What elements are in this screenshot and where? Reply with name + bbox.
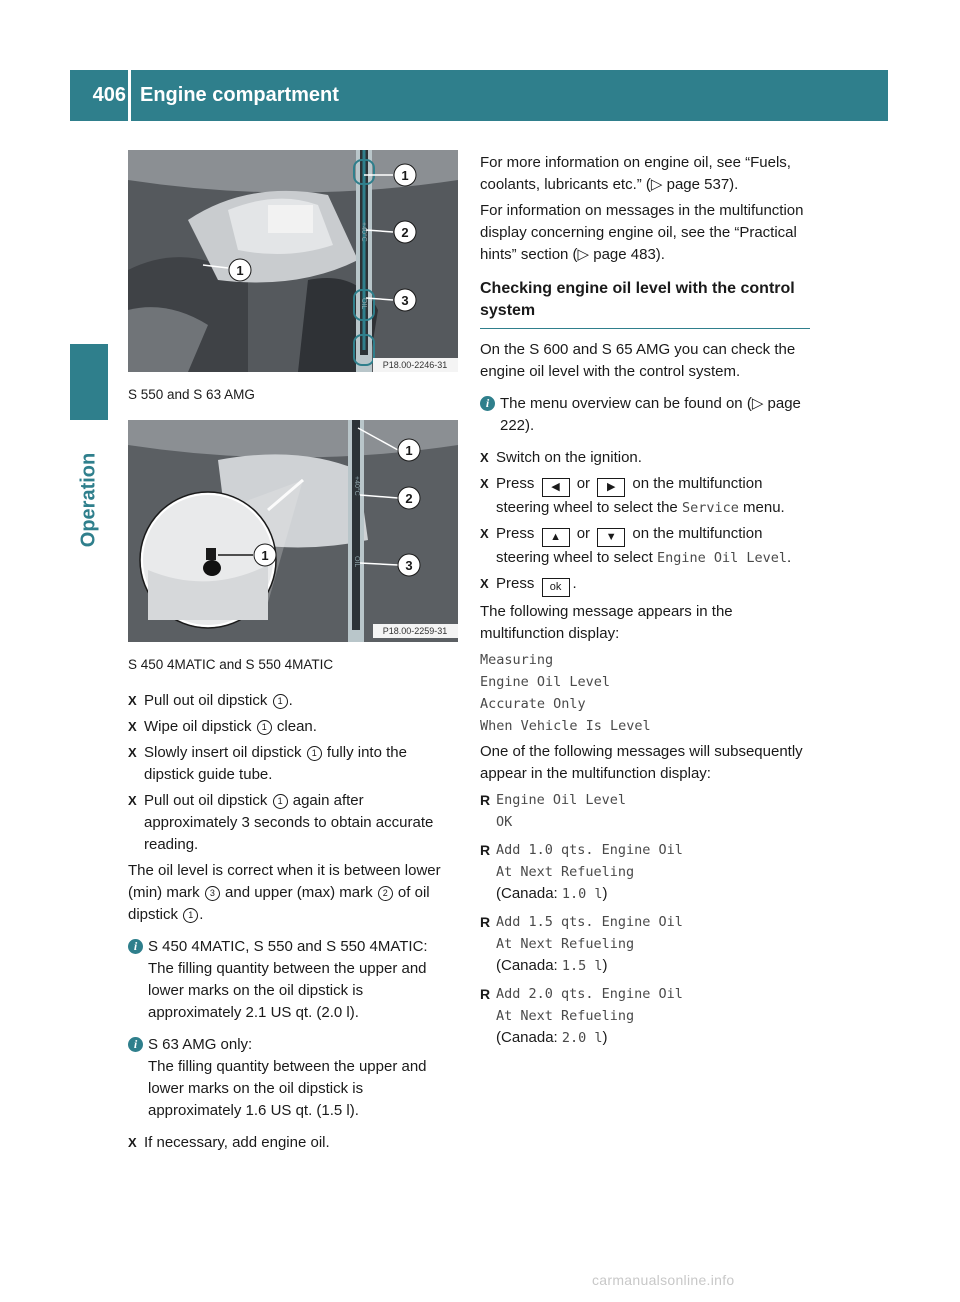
step-text: or [576, 525, 591, 542]
step-text: Switch on the ignition. [496, 449, 642, 466]
callout-1b: 1 [401, 168, 409, 183]
down-arrow-key-icon: ▼ [597, 528, 625, 547]
footer-watermark: carmanualsonline.info [592, 1272, 735, 1288]
info-note-1 [128, 936, 460, 1024]
engine-photo-1 [128, 150, 458, 372]
callout-ref: 1 [273, 694, 288, 709]
callout-6: 2 [405, 491, 413, 506]
side-tab [70, 344, 108, 420]
info-text: The menu overview can be found on (▷ page 222). [500, 395, 801, 434]
engine-illustration-1 [128, 150, 458, 372]
left-step-1 [128, 690, 460, 712]
message-intro-2: One of the following messages will subsequently appear in the multifunction display: [480, 743, 803, 782]
figure-code-1: P18.00-2246-31 [382, 360, 448, 370]
callout-ref: 1 [183, 908, 198, 923]
callout-1: 1 [236, 263, 244, 278]
display-line: Add 2.0 qts. Engine Oil [496, 986, 683, 1002]
info-icon: i [480, 396, 495, 411]
step-marker-icon: X [128, 693, 137, 708]
left-step-2 [128, 716, 460, 738]
side-tab-label: Operation [77, 452, 100, 548]
info-title: S 450 4MATIC, S 550 and S 550 4MATIC: [148, 938, 428, 955]
callout-ref: 1 [257, 720, 272, 735]
display-line: Engine Oil Level [480, 674, 611, 690]
display-line: When Vehicle Is Level [480, 718, 651, 734]
canada-value: 1.5 l [561, 958, 603, 974]
display-line: Add 1.0 qts. Engine Oil [496, 842, 683, 858]
step-marker-icon: X [128, 1135, 137, 1150]
display-line: Add 1.5 qts. Engine Oil [496, 914, 683, 930]
callout-3: 3 [401, 293, 409, 308]
info-note-2 [128, 1034, 460, 1122]
display-line: Measuring [480, 652, 554, 668]
step-text: Wipe oil dipstick [144, 718, 252, 735]
canada-end: ) [602, 1029, 608, 1046]
canada-note [496, 1027, 810, 1049]
canada-end: ) [602, 957, 608, 974]
message-option-4 [480, 983, 810, 1049]
message-option-3 [480, 911, 810, 977]
figure-code-2: P18.00-2259-31 [382, 626, 448, 636]
side-tab-label-wrap [72, 430, 106, 570]
callout-2: 2 [401, 225, 409, 240]
step-text-end: . [288, 692, 293, 709]
left-column [128, 150, 460, 1158]
step-text: or [576, 475, 591, 492]
step-text: Press [496, 575, 535, 592]
display-line: Engine Oil Level [496, 792, 627, 808]
left-step-final [128, 1132, 460, 1154]
message-option-2 [480, 839, 810, 905]
callout-5: 1 [405, 443, 413, 458]
menu-name: Service [681, 500, 739, 516]
canada-note [496, 883, 810, 905]
practical-hints-reference: For information on messages in the multifunction display concerning engine oil, see the “Practical hints” section (▷ page 483). [480, 202, 804, 263]
bullet-icon: R [480, 792, 491, 808]
ok-key-icon: ok [542, 578, 570, 597]
step-text: Pull out oil dipstick [144, 692, 268, 709]
step-text-end: . [572, 575, 577, 592]
bullet-icon: R [480, 842, 491, 858]
step-marker-icon: X [480, 526, 489, 541]
right-column [480, 152, 810, 1055]
callout-4: 1 [261, 548, 269, 563]
step-marker-icon: X [480, 576, 489, 591]
step-text: Pull out oil dipstick [144, 792, 268, 809]
canada-label: (Canada: [496, 957, 558, 974]
step-text: on the multifunction steering wheel to select [496, 525, 763, 566]
canada-label: (Canada: [496, 885, 558, 902]
step-text: If necessary, add engine oil. [144, 1134, 330, 1151]
bullet-icon: R [480, 986, 491, 1002]
display-line: At Next Refueling [496, 936, 635, 952]
step-text-end: . [786, 549, 792, 566]
canada-value: 2.0 l [561, 1030, 603, 1046]
left-step-3 [128, 742, 460, 786]
callout-7: 3 [405, 558, 413, 573]
dipstick-label-2: OIL [360, 298, 367, 310]
right-arrow-key-icon: ▶ [597, 478, 625, 497]
step-text: on the multifunction steering wheel to select the [496, 475, 763, 516]
page-number: 406 [92, 84, 126, 106]
display-message [480, 649, 810, 737]
info-icon: i [128, 1037, 143, 1052]
canada-note [496, 955, 810, 977]
chapter-title: Engine compartment [140, 84, 339, 106]
step-text-end: clean. [276, 718, 317, 735]
info-text: The filling quantity between the upper and lower marks on the oil dipstick is approximately 2.1 US qt. (2.0 l). [148, 960, 427, 1021]
text-part: of oil dipstick [128, 884, 430, 923]
step-text: Press [496, 525, 535, 542]
text-part: and upper (max) mark [225, 884, 373, 901]
step-text: Slowly insert oil dipstick [144, 744, 302, 761]
display-line: Accurate Only [480, 696, 586, 712]
text-part: The oil level is correct when it is between lower (min) mark [128, 862, 441, 901]
figure-caption-1: S 550 and S 63 AMG [128, 387, 255, 402]
step-text-end: again after approximately 3 seconds to obtain accurate reading. [144, 792, 434, 853]
right-step-2 [480, 473, 810, 519]
message-intro: The following message appears in the multifunction display: [480, 603, 733, 642]
bullet-icon: R [480, 914, 491, 930]
dipstick-label-3: +40°C [353, 476, 360, 496]
section-heading: Checking engine oil level with the control system [480, 278, 810, 329]
fuels-reference: For more information on engine oil, see “Fuels, coolants, lubricants etc.” (▷ page 537). [480, 154, 791, 193]
menu-overview-note [480, 393, 810, 437]
info-title: S 63 AMG only: [148, 1036, 253, 1053]
step-marker-icon: X [480, 476, 489, 491]
info-text: The filling quantity between the upper and lower marks on the oil dipstick is approximately 1.6 US qt. (1.5 l). [148, 1058, 427, 1119]
dipstick-label-4: OIL [353, 556, 360, 568]
display-line: At Next Refueling [496, 1008, 635, 1024]
step-text-end: menu. [743, 499, 785, 516]
callout-ref: 1 [307, 746, 322, 761]
engine-photo-2 [128, 420, 458, 642]
right-step-4 [480, 573, 810, 597]
left-arrow-key-icon: ◀ [542, 478, 570, 497]
menu-item-name: Engine Oil Level [656, 550, 787, 566]
control-system-intro: On the S 600 and S 65 AMG you can check the engine oil level with the control system. [480, 341, 796, 380]
left-step-4 [128, 790, 460, 856]
step-marker-icon: X [480, 450, 489, 465]
callout-ref: 3 [205, 886, 220, 901]
message-option-1 [480, 789, 810, 833]
right-step-1 [480, 447, 810, 469]
right-step-3 [480, 523, 810, 569]
up-arrow-key-icon: ▲ [542, 528, 570, 547]
text-part: . [199, 906, 204, 923]
display-line: At Next Refueling [496, 864, 635, 880]
canada-end: ) [602, 885, 608, 902]
step-marker-icon: X [128, 719, 137, 734]
callout-ref: 2 [378, 886, 393, 901]
step-text: Press [496, 475, 535, 492]
display-line: OK [496, 814, 513, 830]
step-text-end: fully into the dipstick guide tube. [144, 744, 407, 783]
step-marker-icon: X [128, 745, 137, 760]
header-separator [128, 70, 131, 121]
dipstick-label-1: +40°C [360, 222, 367, 242]
canada-value: 1.0 l [561, 886, 603, 902]
canada-label: (Canada: [496, 1029, 558, 1046]
step-marker-icon: X [128, 793, 137, 808]
engine-illustration-2 [128, 420, 458, 642]
figure-caption-2: S 450 4MATIC and S 550 4MATIC [128, 657, 334, 672]
callout-ref: 1 [273, 794, 288, 809]
oil-level-paragraph [128, 860, 460, 926]
info-icon: i [128, 939, 143, 954]
